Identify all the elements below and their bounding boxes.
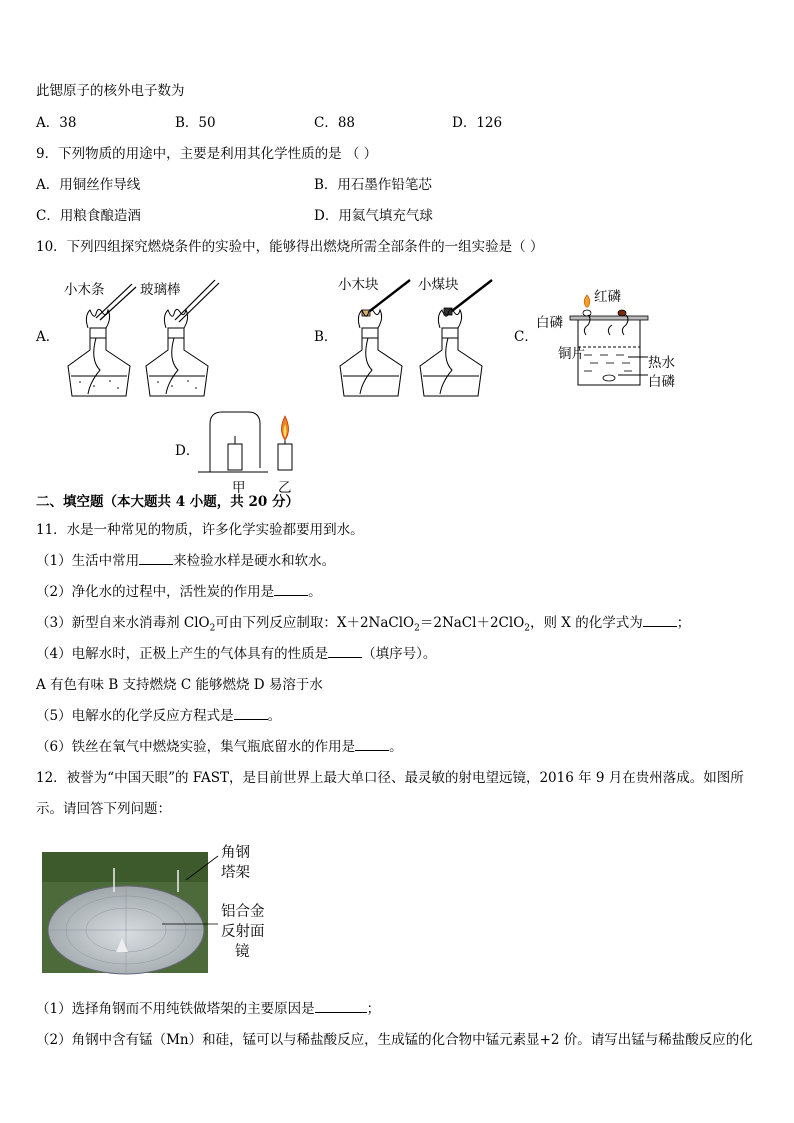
q10-option-b-letter: B． (314, 329, 338, 345)
q11-part-1: （1）生活中常用 来检验水样是硬水和软水。 (36, 553, 336, 569)
q9-option-a: A．用铜丝作导线 (36, 177, 141, 193)
q10-option-a-letter: A． (36, 329, 60, 345)
q11-part-5: （5）电解水的化学反应方程式是 。 (36, 708, 282, 724)
q8-option-a: A．38 (36, 115, 77, 131)
q8-option-c: C．88 (314, 115, 356, 131)
label-angle-steel-tower: 角钢 塔架 (221, 845, 250, 881)
q8-option-d: D．126 (452, 115, 503, 131)
figC-label-red-phosphorus: 红磷 (594, 289, 621, 305)
q9-option-b: B．用石墨作铅笔芯 (314, 177, 432, 193)
figC-label-hot-water: 热水 (648, 355, 675, 371)
q10-option-c-letter: C． (514, 329, 538, 345)
q12-stem-line1: 12．被誉为“中国天眼”的 FAST，是目前世界上最大单口径、最灵敏的射电望远镜，2016 年 9 月在贵州落成。如图所 (36, 770, 744, 786)
label-aluminum-reflector: 铝合金 反射面 镜 (221, 904, 265, 960)
q8-stem-tail: 此锶原子的核外电子数为 (36, 83, 185, 99)
q12-stem-line2: 示。请回答下列问题： (36, 801, 171, 817)
figure-d-candles (198, 410, 308, 476)
q9-option-d: D．用氦气填充气球 (314, 208, 433, 224)
q12-part-1: （1）选择角钢而不用纯铁做塔架的主要原因是 ； (36, 1001, 381, 1017)
figB-label-coal-block: 小煤块 (418, 277, 459, 293)
figA-label-stick: 小木条 (64, 282, 105, 298)
q11-part-3: （3）新型自来水消毒剂 ClO$_2$可由下列反应制取：X＋2NaClO$_2$＝2NaCl＋2ClO$_2$，则 X 的化学式为 ； (36, 615, 691, 634)
q9-stem: 9．下列物质的用途中，主要是利用其化学性质的是 （ ） (36, 146, 378, 162)
figure-b-alcohol-lamps (336, 270, 506, 410)
figD-label-yi: 乙 (278, 480, 292, 496)
figB-label-wood-block: 小木块 (338, 277, 379, 293)
q11-choices: A 有色有味 B 支持燃烧 C 能够燃烧 D 易溶于水 (36, 677, 323, 693)
figA-label-glass-rod: 玻璃棒 (140, 282, 181, 298)
q11-stem: 11．水是一种常见的物质，许多化学实验都要用到水。 (36, 522, 364, 538)
figC-label-white-phosphorus-bottom: 白磷 (648, 374, 675, 390)
q10-option-d-letter: D． (175, 443, 200, 459)
q11-part-4: （4）电解水时，正极上产生的气体具有的性质是 （填序号）。 (36, 646, 437, 662)
q11-part-2: （2）净化水的过程中，活性炭的作用是 。 (36, 584, 322, 600)
q11-part-6: （6）铁丝在氧气中燃烧实验，集气瓶底留水的作用是 。 (36, 739, 403, 755)
section-2-heading: 二、填空题（本大题共 4 小题，共 20 分） (36, 494, 299, 510)
figC-label-white-phosphorus-top: 白磷 (536, 315, 563, 331)
figC-label-copper-sheet: 铜片 (558, 346, 585, 362)
figD-label-jia: 甲 (232, 480, 246, 496)
q9-option-c: C．用粮食酿造酒 (36, 208, 141, 224)
q8-option-b: B．50 (175, 115, 216, 131)
figure-c-beaker (566, 295, 656, 390)
q10-stem: 10．下列四组探究燃烧条件的实验中，能够得出燃烧所需全部条件的一组实验是（ ） (36, 239, 544, 255)
q12-part-2: （2）角钢中含有锰（Mn）和硅，锰可以与稀盐酸反应，生成锰的化合物中锰元素显+2 价。请写出锰与稀盐酸反应的化 (36, 1032, 753, 1048)
figure-a-alcohol-lamps (60, 270, 230, 410)
